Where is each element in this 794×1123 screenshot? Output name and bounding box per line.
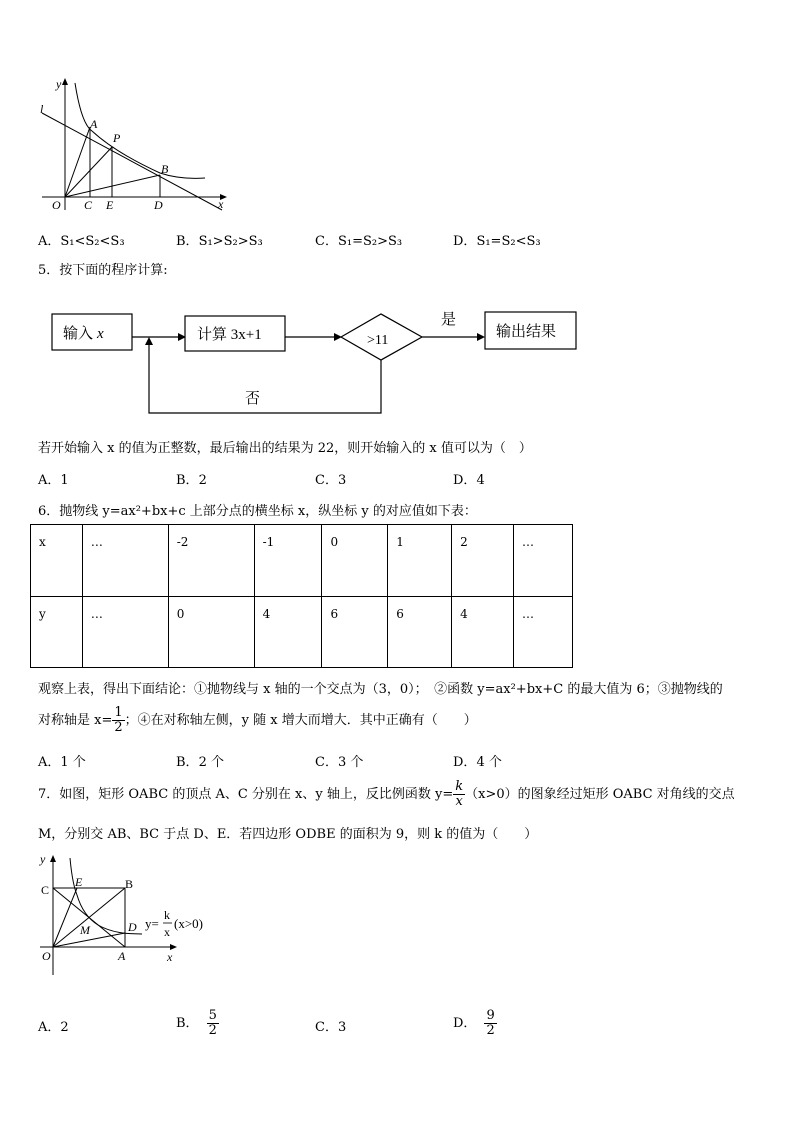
flow-output-label: 输出结果 <box>496 324 557 340</box>
table-cell: 6 <box>322 596 388 668</box>
q6-option-d: D．4 个 <box>453 755 502 770</box>
fig7-label-C: C <box>41 883 50 897</box>
table-row-x <box>31 525 573 597</box>
fig7-label-E: E <box>75 875 83 889</box>
q7-option-b: B． $\frac{5}{2}$ <box>176 1007 217 1038</box>
table-cell: … <box>514 525 573 597</box>
q4-option-d: D．S₁=S₂<S₃ <box>453 234 541 249</box>
fig7-func-num: k <box>164 908 170 922</box>
flow-input-label: 输入 x <box>63 326 104 342</box>
fig4-y-arrow <box>62 78 68 85</box>
q4-option-a: A．S₁<S₂<S₃ <box>38 234 125 249</box>
q6-option-a: A．1 个 <box>38 755 86 770</box>
table-cell: y <box>31 596 83 668</box>
q5-option-c: C．3 <box>315 473 347 488</box>
table-cell: … <box>82 596 168 668</box>
q6-conclusion-line1: 观察上表，得出下面结论：①抛物线与 x 轴的一个交点为（3，0）； ②函数 y=ax²+bx+C 的最大值为 6；③抛物线的 <box>38 682 723 697</box>
q6-conclusion-line2: 对称轴是 x= $\frac{1}{2}$ ；④在对称轴左侧，y 随 x 增大而增大．其中正确有（ ） <box>38 704 477 735</box>
q7-option-d: D． $\frac{9}{2}$ <box>453 1007 495 1038</box>
fig4-label-C: C <box>84 198 93 212</box>
fig7-label-D: D <box>128 920 137 934</box>
table-cell: -2 <box>168 525 254 597</box>
table-cell: … <box>82 525 168 597</box>
q5-option-d: D．4 <box>453 473 485 488</box>
fig7-label-B: B <box>125 877 134 891</box>
table-cell: 1 <box>388 525 452 597</box>
flow-arrowhead-yes <box>477 333 485 341</box>
table-cell: 6 <box>388 596 452 668</box>
q6-option-b: B．2 个 <box>176 755 224 770</box>
fig7-y-arrow <box>50 855 56 862</box>
fig4-label-D: D <box>154 198 163 212</box>
fig4-label-x: x <box>218 197 224 211</box>
table-cell: 0 <box>168 596 254 668</box>
q5-flowchart <box>45 300 585 420</box>
table-cell: … <box>514 596 573 668</box>
fig7-func-den: x <box>164 925 170 939</box>
table-cell: 4 <box>452 596 514 668</box>
fig4-label-l: l <box>40 102 44 116</box>
q7-option-c: C．3 <box>315 1020 347 1035</box>
flow-condition-label: >11 <box>367 333 389 348</box>
fig4-label-O: O <box>52 198 61 212</box>
q5-question: 若开始输入 x 的值为正整数，最后输出的结果为 22，则开始输入的 x 值可以为（ ） <box>38 441 532 456</box>
flow-loop-line <box>149 343 381 413</box>
fig4-label-B: B <box>161 162 169 176</box>
fig4-segment-OP <box>65 147 112 197</box>
q4-figure <box>30 75 240 215</box>
q6-value-table <box>30 524 573 668</box>
table-cell: 0 <box>322 525 388 597</box>
fig7-label-M: M <box>80 923 90 937</box>
fig7-func-prefix: y= <box>145 916 159 931</box>
q6-option-c: C．3 个 <box>315 755 364 770</box>
fig4-label-P: P <box>113 131 121 145</box>
fig7-label-A: A <box>118 949 126 963</box>
q7-line2: M，分别交 AB、BC 于点 D、E．若四边形 ODBE 的面积为 9，则 k 的值为（ ） <box>38 827 538 842</box>
fig4-label-y: y <box>56 77 62 91</box>
fig4-segment-OA <box>65 127 90 197</box>
q6-fraction: $\frac{1}{2}$ <box>114 704 123 735</box>
table-cell: 4 <box>254 596 322 668</box>
table-cell: 2 <box>452 525 514 597</box>
fig7-segment-OE <box>53 888 77 947</box>
fig4-line-l <box>42 113 222 210</box>
flow-compute-label: 计算 3x+1 <box>197 327 262 343</box>
fig7-func-suffix: (x>0) <box>174 916 203 931</box>
q4-option-c: C．S₁=S₂>S₃ <box>315 234 403 249</box>
fig4-label-A: A <box>90 117 98 131</box>
q7-fraction: $\frac{k}{x}$ <box>455 778 464 809</box>
q5-option-a: A．1 <box>38 473 69 488</box>
table-row-y <box>31 596 573 668</box>
table-cell: x <box>31 525 83 597</box>
q7-figure <box>32 850 222 975</box>
fig4-label-E: E <box>106 198 114 212</box>
q5-title: 5．按下面的程序计算: <box>38 263 168 278</box>
flow-no-label: 否 <box>245 391 261 407</box>
flow-loop-arrowhead <box>145 337 153 345</box>
q7-line1: 7．如图，矩形 OABC 的顶点 A、C 分别在 x、y 轴上，反比例函数 y= $\frac{k}{x}$ （x>0）的图象经过矩形 OABC 对角线的交点 <box>38 778 735 809</box>
q5-option-b: B．2 <box>176 473 207 488</box>
fig7-label-x: x <box>167 950 173 964</box>
q7-option-a: A．2 <box>38 1020 69 1035</box>
q4-option-b: B．S₁>S₂>S₃ <box>176 234 263 249</box>
q6-title: 6．抛物线 y=ax²+bx+c 上部分点的横坐标 x，纵坐标 y 的对应值如下表： <box>38 504 477 519</box>
flow-yes-label: 是 <box>441 312 457 328</box>
fig7-label-y: y <box>40 852 46 866</box>
table-cell: -1 <box>254 525 322 597</box>
fig7-label-O: O <box>42 949 51 963</box>
